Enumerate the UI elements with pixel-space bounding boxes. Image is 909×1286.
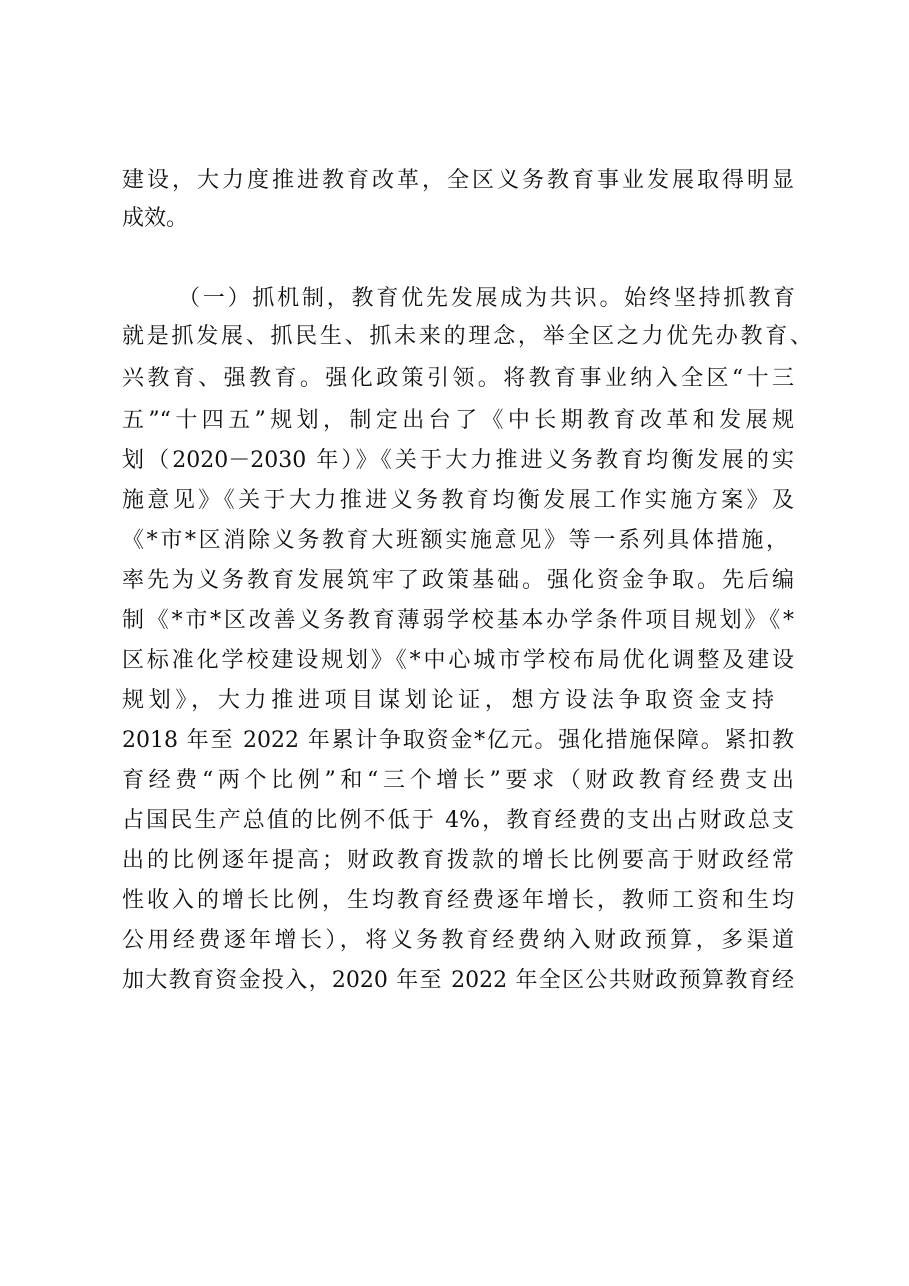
text-line: 制《*市*区改善义务教育薄弱学校基本办学条件项目规划》《* — [122, 608, 794, 633]
text-line: 加大教育资金投入，2020 年至 2022 年全区公共财政预算教育经 — [122, 968, 794, 993]
text-line: 率先为义务教育发展筑牢了政策基础。强化资金争取。先后编 — [122, 568, 794, 593]
text-line: 性收入的增长比例，生均教育经费逐年增长，教师工资和生均 — [122, 888, 794, 913]
text-line: 建设，大力度推进教育改革，全区义务教育事业发展取得明显 — [122, 168, 794, 193]
text-line: 占国民生产总值的比例不低于 4%，教育经费的支出占财政总支 — [122, 808, 794, 833]
text-line: （一）抓机制，教育优先发展成为共识。始终坚持抓教育 — [178, 286, 795, 311]
text-line: 出的比例逐年提高；财政教育拨款的增长比例要高于财政经常 — [122, 848, 794, 873]
text-line: 2018 年至 2022 年累计争取资金*亿元。强化措施保障。紧扣教 — [122, 728, 794, 753]
text-line: 五”“十四五”规划，制定出台了《中长期教育改革和发展规 — [122, 408, 794, 433]
text-line: 就是抓发展、抓民生、抓未来的理念，举全区之力优先办教育、 — [122, 324, 812, 349]
text-line: 成效。 — [122, 206, 189, 231]
text-line: 兴教育、强教育。强化政策引领。将教育事业纳入全区“十三 — [122, 366, 794, 391]
text-line: 规划》，大力推进项目谋划论证，想方设法争取资金支持 — [122, 688, 774, 713]
text-line: 公用经费逐年增长），将义务教育经费纳入财政预算，多渠道 — [122, 928, 794, 953]
text-line: 《*市*区消除义务教育大班额实施意见》等一系列具体措施， — [122, 528, 788, 553]
text-line: 划（2020－2030 年）》《关于大力推进义务教育均衡发展的实 — [122, 448, 794, 473]
text-line: 施意见》《关于大力推进义务教育均衡发展工作实施方案》及 — [122, 488, 794, 513]
text-line: 育经费“两个比例”和“三个增长”要求（财政教育经费支出 — [122, 768, 794, 793]
text-line: 区标准化学校建设规划》《*中心城市学校布局优化调整及建设 — [122, 648, 794, 673]
